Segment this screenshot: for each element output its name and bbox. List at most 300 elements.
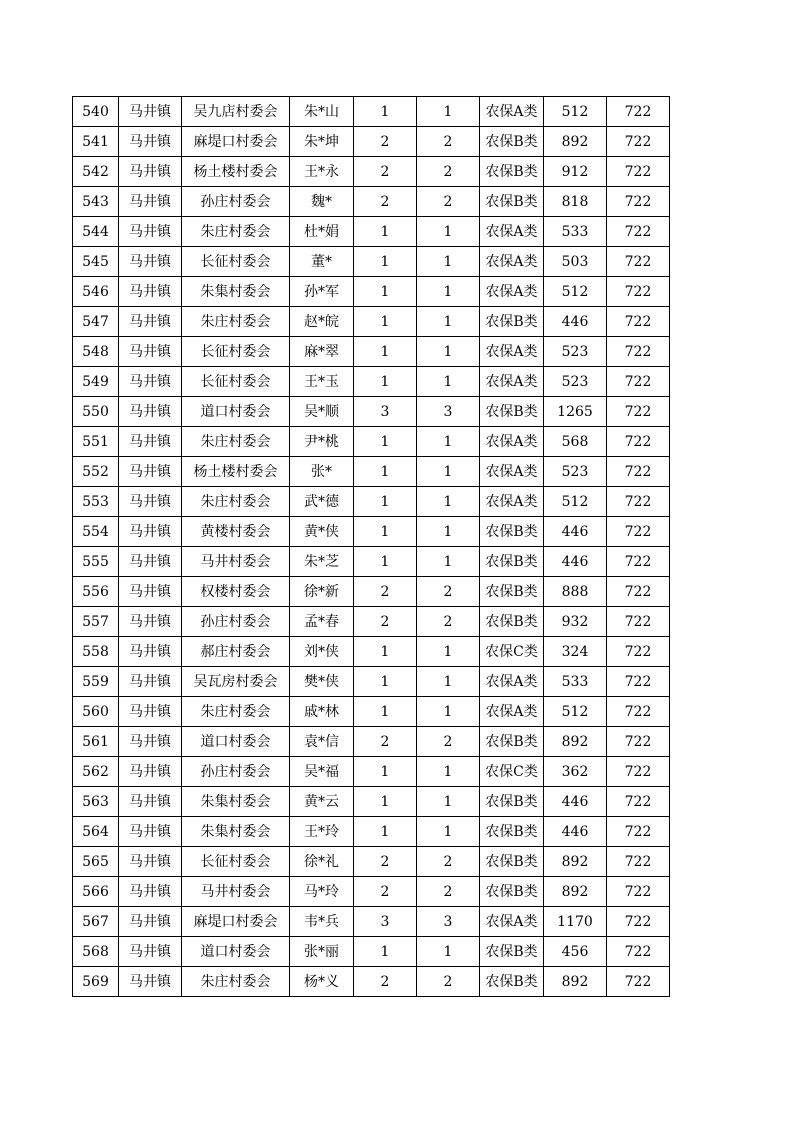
amount-cell: 892 <box>544 127 607 157</box>
serial-number-cell: 540 <box>73 97 119 127</box>
beneficiary-count-cell: 3 <box>417 907 480 937</box>
category-cell: 农保B类 <box>480 127 544 157</box>
amount-cell: 446 <box>544 307 607 337</box>
beneficiary-count-cell: 1 <box>417 697 480 727</box>
household-size-cell: 1 <box>354 697 417 727</box>
town-cell: 马井镇 <box>119 397 182 427</box>
standard-cell: 722 <box>607 547 670 577</box>
household-size-cell: 1 <box>354 667 417 697</box>
table-row <box>73 547 670 577</box>
category-cell: 农保B类 <box>480 847 544 877</box>
standard-cell: 722 <box>607 757 670 787</box>
serial-number-cell: 542 <box>73 157 119 187</box>
category-cell: 农保A类 <box>480 667 544 697</box>
amount-cell: 912 <box>544 157 607 187</box>
table-row <box>73 907 670 937</box>
village-committee-cell: 马井村委会 <box>182 547 290 577</box>
name-cell: 董* <box>290 247 354 277</box>
village-committee-cell: 权楼村委会 <box>182 577 290 607</box>
serial-number-cell: 545 <box>73 247 119 277</box>
household-size-cell: 2 <box>354 727 417 757</box>
name-cell: 樊*侠 <box>290 667 354 697</box>
amount-cell: 512 <box>544 97 607 127</box>
village-committee-cell: 长征村委会 <box>182 367 290 397</box>
village-committee-cell: 朱庄村委会 <box>182 967 290 997</box>
beneficiary-count-cell: 1 <box>417 97 480 127</box>
household-size-cell: 1 <box>354 367 417 397</box>
beneficiary-count-cell: 1 <box>417 517 480 547</box>
category-cell: 农保B类 <box>480 577 544 607</box>
name-cell: 孟*春 <box>290 607 354 637</box>
beneficiary-count-cell: 2 <box>417 577 480 607</box>
serial-number-cell: 562 <box>73 757 119 787</box>
village-committee-cell: 吴九店村委会 <box>182 97 290 127</box>
standard-cell: 722 <box>607 877 670 907</box>
amount-cell: 818 <box>544 187 607 217</box>
household-size-cell: 1 <box>354 247 417 277</box>
village-committee-cell: 长征村委会 <box>182 337 290 367</box>
name-cell: 杨*义 <box>290 967 354 997</box>
name-cell: 张* <box>290 457 354 487</box>
name-cell: 刘*侠 <box>290 637 354 667</box>
category-cell: 农保A类 <box>480 487 544 517</box>
name-cell: 尹*桃 <box>290 427 354 457</box>
town-cell: 马井镇 <box>119 457 182 487</box>
village-committee-cell: 孙庄村委会 <box>182 607 290 637</box>
beneficiary-count-cell: 1 <box>417 817 480 847</box>
name-cell: 王*永 <box>290 157 354 187</box>
serial-number-cell: 558 <box>73 637 119 667</box>
table-row <box>73 697 670 727</box>
serial-number-cell: 557 <box>73 607 119 637</box>
household-size-cell: 1 <box>354 337 417 367</box>
beneficiary-count-cell: 2 <box>417 727 480 757</box>
village-committee-cell: 麻堤口村委会 <box>182 907 290 937</box>
household-size-cell: 1 <box>354 817 417 847</box>
amount-cell: 446 <box>544 517 607 547</box>
household-size-cell: 2 <box>354 967 417 997</box>
village-committee-cell: 孙庄村委会 <box>182 187 290 217</box>
category-cell: 农保A类 <box>480 247 544 277</box>
household-size-cell: 2 <box>354 187 417 217</box>
beneficiary-count-cell: 1 <box>417 457 480 487</box>
amount-cell: 446 <box>544 787 607 817</box>
village-committee-cell: 朱集村委会 <box>182 277 290 307</box>
beneficiary-table <box>72 96 670 997</box>
category-cell: 农保C类 <box>480 757 544 787</box>
town-cell: 马井镇 <box>119 487 182 517</box>
town-cell: 马井镇 <box>119 637 182 667</box>
household-size-cell: 1 <box>354 427 417 457</box>
category-cell: 农保C类 <box>480 637 544 667</box>
serial-number-cell: 547 <box>73 307 119 337</box>
category-cell: 农保A类 <box>480 697 544 727</box>
name-cell: 朱*坤 <box>290 127 354 157</box>
town-cell: 马井镇 <box>119 97 182 127</box>
serial-number-cell: 566 <box>73 877 119 907</box>
table-row <box>73 727 670 757</box>
household-size-cell: 1 <box>354 937 417 967</box>
household-size-cell: 2 <box>354 577 417 607</box>
category-cell: 农保B类 <box>480 937 544 967</box>
amount-cell: 362 <box>544 757 607 787</box>
beneficiary-count-cell: 3 <box>417 397 480 427</box>
beneficiary-count-cell: 1 <box>417 757 480 787</box>
household-size-cell: 1 <box>354 487 417 517</box>
category-cell: 农保A类 <box>480 337 544 367</box>
beneficiary-count-cell: 1 <box>417 307 480 337</box>
category-cell: 农保A类 <box>480 367 544 397</box>
amount-cell: 533 <box>544 667 607 697</box>
serial-number-cell: 563 <box>73 787 119 817</box>
category-cell: 农保B类 <box>480 967 544 997</box>
category-cell: 农保B类 <box>480 547 544 577</box>
standard-cell: 722 <box>607 727 670 757</box>
amount-cell: 446 <box>544 817 607 847</box>
village-committee-cell: 杨土楼村委会 <box>182 457 290 487</box>
village-committee-cell: 吴瓦房村委会 <box>182 667 290 697</box>
village-committee-cell: 马井村委会 <box>182 877 290 907</box>
name-cell: 魏* <box>290 187 354 217</box>
standard-cell: 722 <box>607 787 670 817</box>
amount-cell: 446 <box>544 547 607 577</box>
town-cell: 马井镇 <box>119 427 182 457</box>
amount-cell: 324 <box>544 637 607 667</box>
beneficiary-count-cell: 1 <box>417 247 480 277</box>
name-cell: 马*玲 <box>290 877 354 907</box>
name-cell: 赵*皖 <box>290 307 354 337</box>
standard-cell: 722 <box>607 307 670 337</box>
town-cell: 马井镇 <box>119 937 182 967</box>
table-row <box>73 787 670 817</box>
serial-number-cell: 564 <box>73 817 119 847</box>
table-row <box>73 157 670 187</box>
standard-cell: 722 <box>607 577 670 607</box>
table-row <box>73 277 670 307</box>
category-cell: 农保A类 <box>480 217 544 247</box>
name-cell: 戚*林 <box>290 697 354 727</box>
table-row <box>73 427 670 457</box>
village-committee-cell: 黄楼村委会 <box>182 517 290 547</box>
table-row <box>73 877 670 907</box>
beneficiary-count-cell: 1 <box>417 217 480 247</box>
beneficiary-count-cell: 2 <box>417 877 480 907</box>
standard-cell: 722 <box>607 97 670 127</box>
amount-cell: 512 <box>544 487 607 517</box>
name-cell: 徐*礼 <box>290 847 354 877</box>
standard-cell: 722 <box>607 157 670 187</box>
serial-number-cell: 550 <box>73 397 119 427</box>
town-cell: 马井镇 <box>119 127 182 157</box>
table-row <box>73 337 670 367</box>
town-cell: 马井镇 <box>119 727 182 757</box>
category-cell: 农保A类 <box>480 277 544 307</box>
table-row <box>73 577 670 607</box>
table-row <box>73 457 670 487</box>
beneficiary-count-cell: 2 <box>417 607 480 637</box>
town-cell: 马井镇 <box>119 607 182 637</box>
village-committee-cell: 朱庄村委会 <box>182 217 290 247</box>
beneficiary-count-cell: 1 <box>417 667 480 697</box>
village-committee-cell: 郝庄村委会 <box>182 637 290 667</box>
beneficiary-count-cell: 2 <box>417 847 480 877</box>
name-cell: 朱*山 <box>290 97 354 127</box>
category-cell: 农保A类 <box>480 457 544 487</box>
village-committee-cell: 朱庄村委会 <box>182 427 290 457</box>
household-size-cell: 1 <box>354 787 417 817</box>
town-cell: 马井镇 <box>119 157 182 187</box>
standard-cell: 722 <box>607 697 670 727</box>
serial-number-cell: 561 <box>73 727 119 757</box>
standard-cell: 722 <box>607 907 670 937</box>
standard-cell: 722 <box>607 337 670 367</box>
table-row <box>73 97 670 127</box>
standard-cell: 722 <box>607 607 670 637</box>
amount-cell: 1170 <box>544 907 607 937</box>
beneficiary-count-cell: 2 <box>417 187 480 217</box>
table-row <box>73 367 670 397</box>
beneficiary-count-cell: 2 <box>417 967 480 997</box>
town-cell: 马井镇 <box>119 757 182 787</box>
serial-number-cell: 552 <box>73 457 119 487</box>
village-committee-cell: 朱庄村委会 <box>182 697 290 727</box>
amount-cell: 523 <box>544 337 607 367</box>
amount-cell: 892 <box>544 727 607 757</box>
household-size-cell: 2 <box>354 847 417 877</box>
standard-cell: 722 <box>607 937 670 967</box>
town-cell: 马井镇 <box>119 337 182 367</box>
amount-cell: 456 <box>544 937 607 967</box>
amount-cell: 892 <box>544 847 607 877</box>
standard-cell: 722 <box>607 427 670 457</box>
standard-cell: 722 <box>607 667 670 697</box>
town-cell: 马井镇 <box>119 217 182 247</box>
standard-cell: 722 <box>607 217 670 247</box>
village-committee-cell: 朱集村委会 <box>182 787 290 817</box>
household-size-cell: 1 <box>354 457 417 487</box>
village-committee-cell: 道口村委会 <box>182 397 290 427</box>
serial-number-cell: 555 <box>73 547 119 577</box>
standard-cell: 722 <box>607 277 670 307</box>
table-row <box>73 847 670 877</box>
standard-cell: 722 <box>607 487 670 517</box>
amount-cell: 1265 <box>544 397 607 427</box>
serial-number-cell: 546 <box>73 277 119 307</box>
household-size-cell: 1 <box>354 547 417 577</box>
beneficiary-count-cell: 1 <box>417 937 480 967</box>
table-row <box>73 637 670 667</box>
town-cell: 马井镇 <box>119 697 182 727</box>
beneficiary-count-cell: 1 <box>417 427 480 457</box>
amount-cell: 523 <box>544 457 607 487</box>
table-row <box>73 247 670 277</box>
name-cell: 黄*云 <box>290 787 354 817</box>
standard-cell: 722 <box>607 247 670 277</box>
household-size-cell: 2 <box>354 127 417 157</box>
household-size-cell: 1 <box>354 307 417 337</box>
town-cell: 马井镇 <box>119 517 182 547</box>
serial-number-cell: 549 <box>73 367 119 397</box>
standard-cell: 722 <box>607 817 670 847</box>
serial-number-cell: 548 <box>73 337 119 367</box>
town-cell: 马井镇 <box>119 907 182 937</box>
village-committee-cell: 麻堤口村委会 <box>182 127 290 157</box>
table-row <box>73 187 670 217</box>
serial-number-cell: 553 <box>73 487 119 517</box>
category-cell: 农保B类 <box>480 787 544 817</box>
name-cell: 王*玉 <box>290 367 354 397</box>
table-row <box>73 127 670 157</box>
town-cell: 马井镇 <box>119 967 182 997</box>
town-cell: 马井镇 <box>119 877 182 907</box>
serial-number-cell: 565 <box>73 847 119 877</box>
amount-cell: 512 <box>544 277 607 307</box>
name-cell: 韦*兵 <box>290 907 354 937</box>
household-size-cell: 3 <box>354 907 417 937</box>
table-row <box>73 937 670 967</box>
household-size-cell: 1 <box>354 517 417 547</box>
amount-cell: 503 <box>544 247 607 277</box>
beneficiary-count-cell: 1 <box>417 787 480 817</box>
amount-cell: 932 <box>544 607 607 637</box>
name-cell: 徐*新 <box>290 577 354 607</box>
name-cell: 吴*福 <box>290 757 354 787</box>
standard-cell: 722 <box>607 637 670 667</box>
table-row <box>73 667 670 697</box>
beneficiary-count-cell: 1 <box>417 637 480 667</box>
standard-cell: 722 <box>607 847 670 877</box>
serial-number-cell: 560 <box>73 697 119 727</box>
household-size-cell: 3 <box>354 397 417 427</box>
beneficiary-count-cell: 1 <box>417 547 480 577</box>
town-cell: 马井镇 <box>119 667 182 697</box>
household-size-cell: 1 <box>354 217 417 247</box>
serial-number-cell: 541 <box>73 127 119 157</box>
household-size-cell: 2 <box>354 607 417 637</box>
category-cell: 农保B类 <box>480 157 544 187</box>
village-committee-cell: 长征村委会 <box>182 847 290 877</box>
serial-number-cell: 544 <box>73 217 119 247</box>
table-row <box>73 817 670 847</box>
category-cell: 农保B类 <box>480 187 544 217</box>
name-cell: 王*玲 <box>290 817 354 847</box>
table-row <box>73 607 670 637</box>
amount-cell: 512 <box>544 697 607 727</box>
serial-number-cell: 543 <box>73 187 119 217</box>
name-cell: 武*德 <box>290 487 354 517</box>
town-cell: 马井镇 <box>119 787 182 817</box>
table-row <box>73 487 670 517</box>
village-committee-cell: 道口村委会 <box>182 937 290 967</box>
name-cell: 袁*信 <box>290 727 354 757</box>
name-cell: 吴*顺 <box>290 397 354 427</box>
village-committee-cell: 朱集村委会 <box>182 817 290 847</box>
town-cell: 马井镇 <box>119 187 182 217</box>
standard-cell: 722 <box>607 967 670 997</box>
town-cell: 马井镇 <box>119 547 182 577</box>
amount-cell: 533 <box>544 217 607 247</box>
household-size-cell: 2 <box>354 877 417 907</box>
town-cell: 马井镇 <box>119 577 182 607</box>
standard-cell: 722 <box>607 397 670 427</box>
name-cell: 孙*军 <box>290 277 354 307</box>
name-cell: 黄*侠 <box>290 517 354 547</box>
table-row <box>73 967 670 997</box>
village-committee-cell: 朱庄村委会 <box>182 307 290 337</box>
table-row <box>73 397 670 427</box>
household-size-cell: 1 <box>354 277 417 307</box>
village-committee-cell: 朱庄村委会 <box>182 487 290 517</box>
serial-number-cell: 569 <box>73 967 119 997</box>
serial-number-cell: 551 <box>73 427 119 457</box>
name-cell: 杜*娟 <box>290 217 354 247</box>
category-cell: 农保A类 <box>480 97 544 127</box>
beneficiary-count-cell: 1 <box>417 277 480 307</box>
table-row <box>73 517 670 547</box>
standard-cell: 722 <box>607 127 670 157</box>
category-cell: 农保B类 <box>480 877 544 907</box>
town-cell: 马井镇 <box>119 277 182 307</box>
town-cell: 马井镇 <box>119 247 182 277</box>
amount-cell: 568 <box>544 427 607 457</box>
serial-number-cell: 554 <box>73 517 119 547</box>
standard-cell: 722 <box>607 187 670 217</box>
household-size-cell: 1 <box>354 757 417 787</box>
village-committee-cell: 道口村委会 <box>182 727 290 757</box>
name-cell: 张*丽 <box>290 937 354 967</box>
town-cell: 马井镇 <box>119 817 182 847</box>
category-cell: 农保B类 <box>480 517 544 547</box>
amount-cell: 888 <box>544 577 607 607</box>
table-row <box>73 757 670 787</box>
standard-cell: 722 <box>607 517 670 547</box>
town-cell: 马井镇 <box>119 847 182 877</box>
category-cell: 农保A类 <box>480 427 544 457</box>
table-body <box>73 97 670 997</box>
table-row <box>73 307 670 337</box>
category-cell: 农保B类 <box>480 397 544 427</box>
serial-number-cell: 559 <box>73 667 119 697</box>
village-committee-cell: 长征村委会 <box>182 247 290 277</box>
town-cell: 马井镇 <box>119 307 182 337</box>
serial-number-cell: 568 <box>73 937 119 967</box>
name-cell: 麻*翠 <box>290 337 354 367</box>
category-cell: 农保B类 <box>480 607 544 637</box>
village-committee-cell: 杨土楼村委会 <box>182 157 290 187</box>
table-row <box>73 217 670 247</box>
category-cell: 农保B类 <box>480 307 544 337</box>
household-size-cell: 1 <box>354 97 417 127</box>
beneficiary-count-cell: 1 <box>417 487 480 517</box>
beneficiary-count-cell: 2 <box>417 157 480 187</box>
village-committee-cell: 孙庄村委会 <box>182 757 290 787</box>
beneficiary-count-cell: 2 <box>417 127 480 157</box>
amount-cell: 523 <box>544 367 607 397</box>
standard-cell: 722 <box>607 367 670 397</box>
serial-number-cell: 567 <box>73 907 119 937</box>
beneficiary-count-cell: 1 <box>417 337 480 367</box>
amount-cell: 892 <box>544 967 607 997</box>
category-cell: 农保B类 <box>480 727 544 757</box>
amount-cell: 892 <box>544 877 607 907</box>
category-cell: 农保A类 <box>480 907 544 937</box>
town-cell: 马井镇 <box>119 367 182 397</box>
beneficiary-count-cell: 1 <box>417 367 480 397</box>
household-size-cell: 2 <box>354 157 417 187</box>
category-cell: 农保B类 <box>480 817 544 847</box>
standard-cell: 722 <box>607 457 670 487</box>
serial-number-cell: 556 <box>73 577 119 607</box>
